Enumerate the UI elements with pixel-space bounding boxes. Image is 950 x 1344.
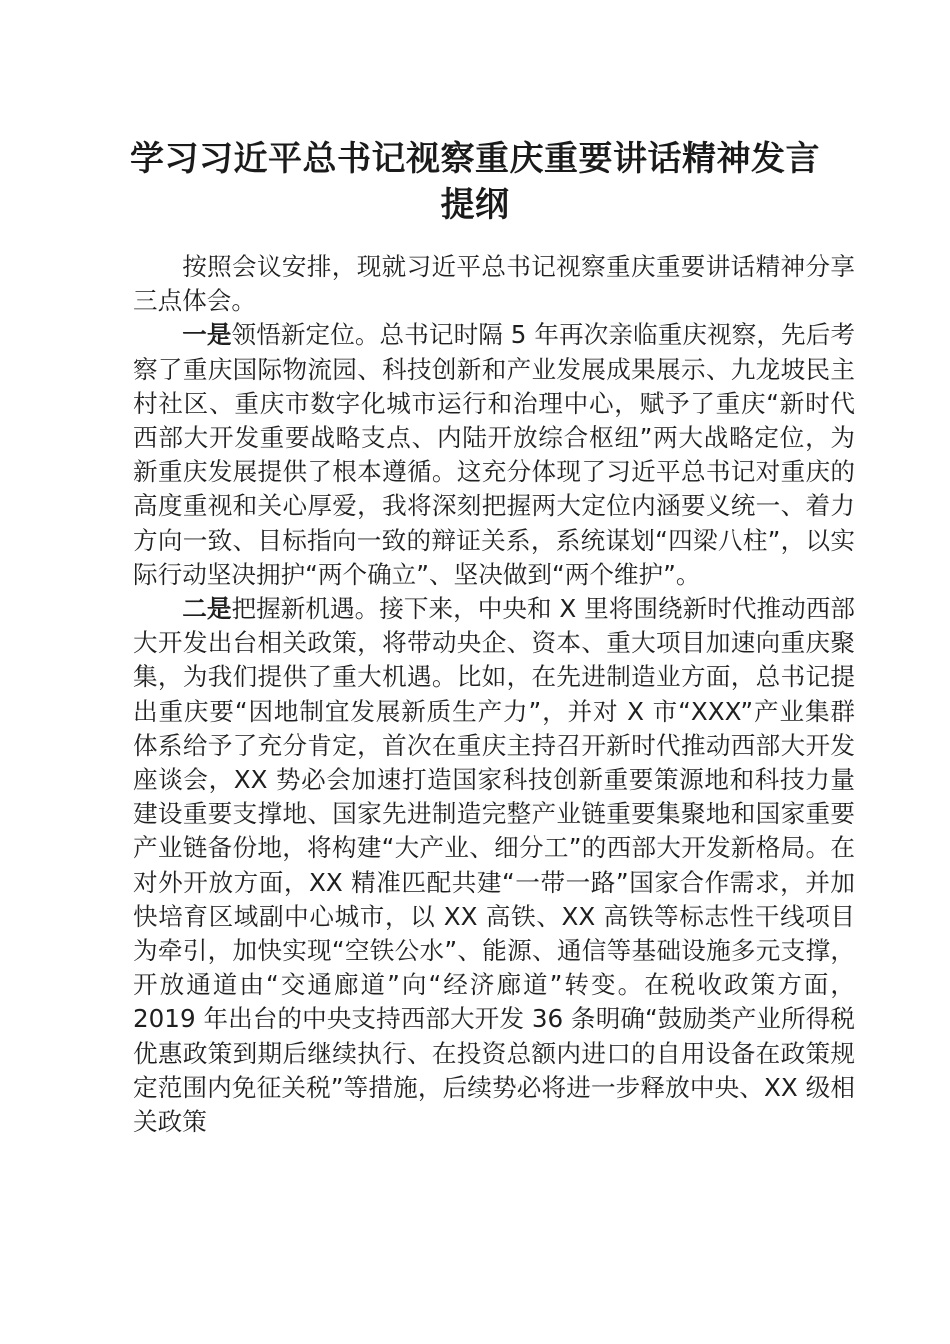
- point-two-paragraph: [133, 592, 855, 1139]
- point-two-text: 把握新机遇。接下来，中央和 X 里将围绕新时代推动西部大开发出台相关政策，将带动央企、资本、重大项目加速向重庆聚集，为我们提供了重大机遇。比如，在先进制造业方面，总书记提出重庆要“因地制宜发展新质生产力”，并对 X 市“XXX”产业集群体系给予了充分肯定，首次在重庆主持召开新时代推动西部大开发座谈会，XX 势必会加速打造国家科技创新重要策源地和科技力量建设重要支撑地、国家先进制造完整产业链重要集聚地和国家重要产业链备份地，将构建“大产业、细分工”的西部大开发新格局。在对外开放方面，XX 精准匹配共建“一带一路”国家合作需求，并加快培育区域副中心城市，以 XX 高铁、XX 高铁等标志性干线项目为牵引，加快实现“空铁公水”、能源、通信等基础设施多元支撑，开放通道由“交通廊道”向“经济廊道”转变。在税收政策方面，2019 年出台的中央支持西部大开发 36 条明确“鼓励类产业所得税优惠政策到期后继续执行、在投资总额内进口的自用设备在政策规定范围内免征关税”等措施，后续势必将进一步释放中央、XX 级相关政策: [133, 594, 855, 1137]
- title-line-1: 学习习近平总书记视察重庆重要讲话精神发言: [130, 139, 820, 179]
- point-one-paragraph: [133, 318, 855, 592]
- point-two-lead: 二是: [182, 594, 232, 624]
- point-one-lead: 一是: [182, 320, 232, 350]
- point-one-text: 领悟新定位。总书记时隔 5 年再次亲临重庆视察，先后考察了重庆国际物流园、科技创新和产业发展成果展示、九龙坡民主村社区、重庆市数字化城市运行和治理中心，赋予了重庆“新时代西部大开发重要战略支点、内陆开放综合枢纽”两大战略定位，为新重庆发展提供了根本遵循。这充分体现了习近平总书记对重庆的高度重视和关心厚爱，我将深刻把握两大定位内涵要义统一、着力方向一致、目标指向一致的辩证关系，系统谋划“四梁八柱”，以实际行动坚决拥护“两个确立”、坚决做到“两个维护”。: [133, 320, 855, 589]
- intro-paragraph: 按照会议安排，现就习近平总书记视察重庆重要讲话精神分享三点体会。: [133, 252, 855, 316]
- title-line-2: 提纲: [440, 185, 510, 225]
- document-body: [133, 250, 855, 1139]
- document-title: [120, 136, 830, 228]
